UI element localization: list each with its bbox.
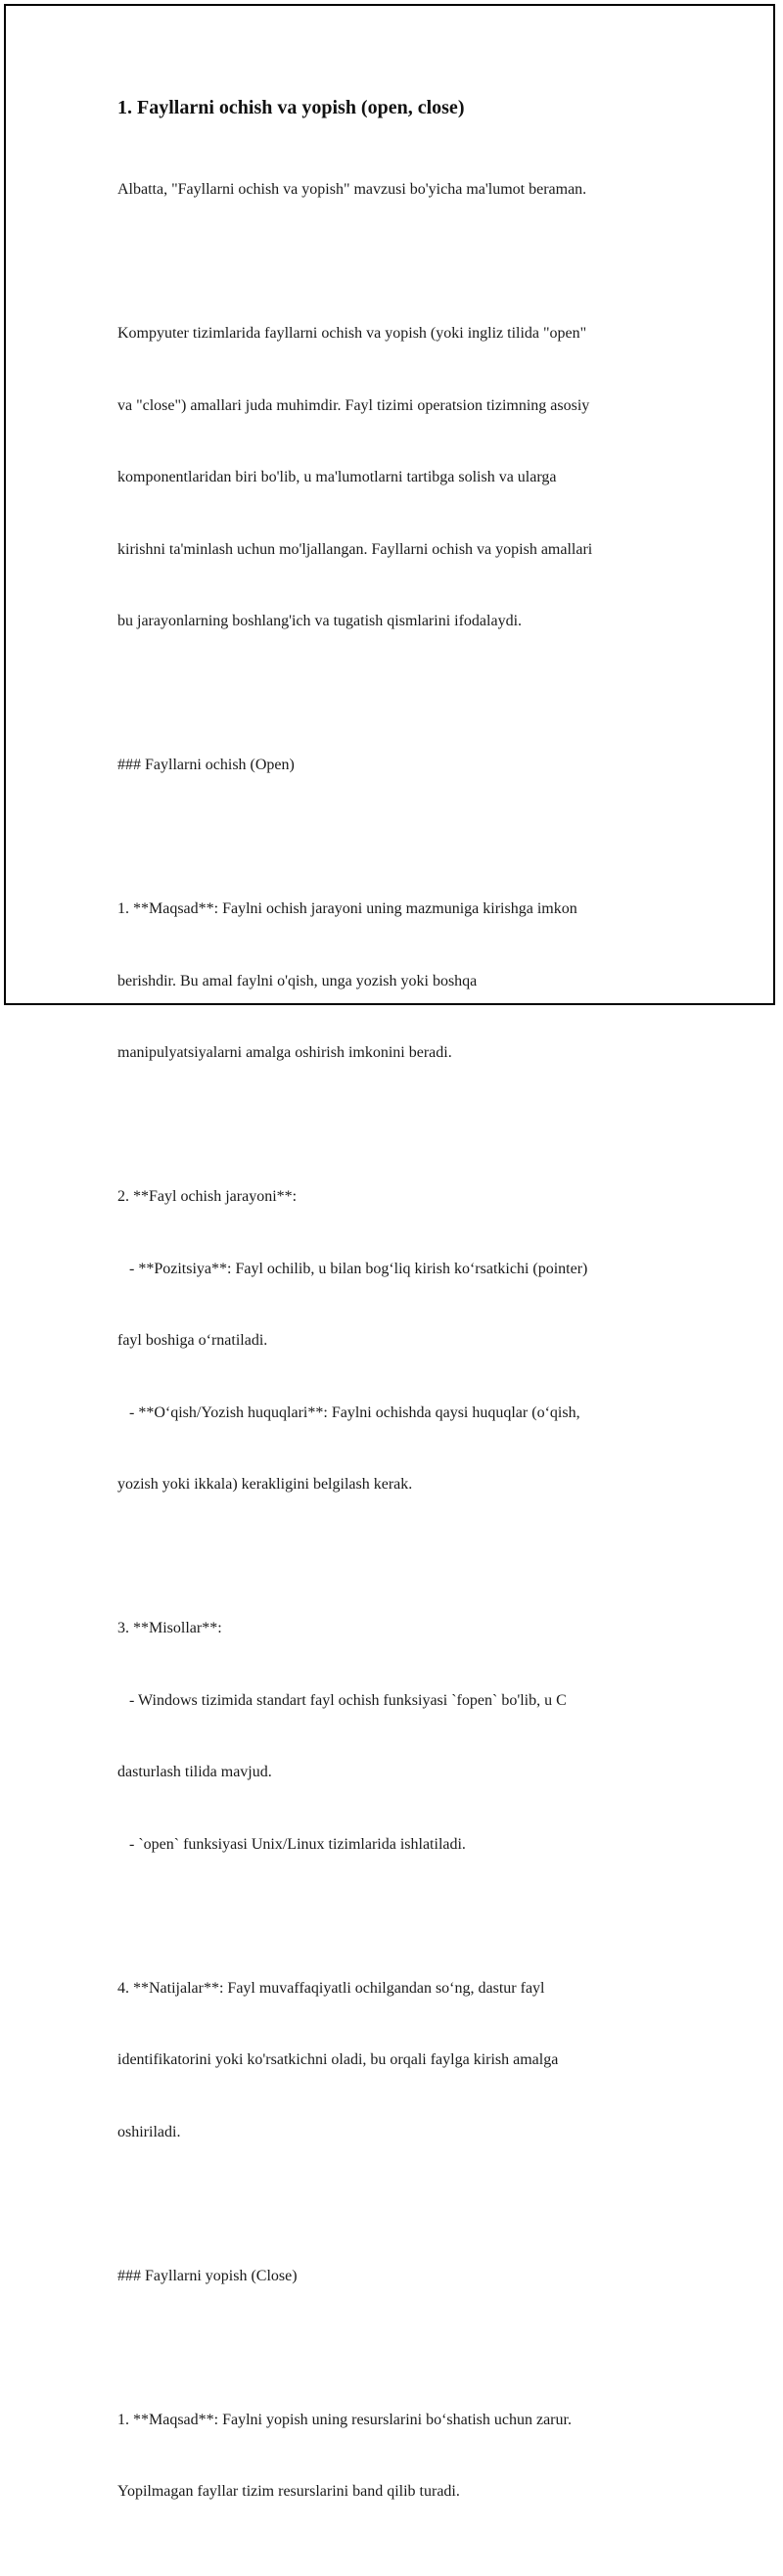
paragraph-line: Kompyuter tizimlarida fayllarni ochish va yopish (yoki ingliz tilida "open" xyxy=(117,325,587,342)
paragraph-line: berishdir. Bu amal faylni o'qish, unga yozish yoki boshqa xyxy=(117,972,478,989)
paragraph-intro xyxy=(117,130,685,251)
list-item-open-process xyxy=(117,1137,685,1545)
list-item-close-purpose xyxy=(117,2361,685,2553)
paragraph-line: bu jarayonlarning boshlang'ich va tugatish qismlarini ifodalaydi. xyxy=(117,613,523,629)
paragraph-line: dasturlash tilida mavjud. xyxy=(117,1764,272,1780)
paragraph-line: Yopilmagan fayllar tizim resurslarini band qilib turadi. xyxy=(117,2483,460,2500)
document-content xyxy=(117,94,685,2576)
list-item-open-purpose xyxy=(117,850,685,1114)
paragraph-line: - Windows tizimida standart fayl ochish funksiyasi `fopen` bo'lib, u C xyxy=(117,1691,567,1709)
paragraph-line: 4. **Natijalar**: Fayl muvaffaqiyatli ochilgandan so‘ng, dastur fayl xyxy=(117,1979,545,1997)
paragraph-line: 1. **Maqsad**: Faylni yopish uning resurslarini bo‘shatish uchun zarur. xyxy=(117,2411,572,2428)
paragraph-line: - `open` funksiyasi Unix/Linux tizimlarida ishlatiladi. xyxy=(117,1835,466,1853)
paragraph-line: komponentlaridan biri bo'lib, u ma'lumotlarni tartibga solish va ularga xyxy=(117,469,557,485)
section-heading-line: ### Fayllarni yopish (Close) xyxy=(117,2267,298,2284)
paragraph-line: 3. **Misollar**: xyxy=(117,1620,222,1636)
paragraph-line: fayl boshiga o‘rnatiladi. xyxy=(117,1332,268,1349)
page-title: 1. Fayllarni ochish va yopish (open, close) xyxy=(117,97,465,118)
paragraph-line: va "close") amallari juda muhimdir. Fayl tizimi operatsion tizimning asosiy xyxy=(117,396,590,414)
paragraph-line: 1. **Maqsad**: Faylni ochish jarayoni uning mazmuniga kirishga imkon xyxy=(117,900,577,917)
paragraph-line: Albatta, "Fayllarni ochish va yopish" mavzusi bo'yicha ma'lumot beraman. xyxy=(117,181,587,198)
list-item-open-results xyxy=(117,1929,685,2193)
paragraph-line: identifikatorini yoki ko'rsatkichni oladi, bu orqali faylga kirish amalga xyxy=(117,2051,559,2068)
section-heading-close xyxy=(117,2217,685,2337)
section-heading-open xyxy=(117,706,685,826)
document-page xyxy=(4,4,775,2500)
paragraph-overview xyxy=(117,274,685,682)
paragraph-line: yozish yoki ikkala) kerakligini belgilash kerak. xyxy=(117,1476,413,1493)
paragraph-line: oshiriladi. xyxy=(117,2123,181,2140)
paragraph-line: 2. **Fayl ochish jarayoni**: xyxy=(117,1188,298,1205)
paragraph-line: kirishni ta'minlash uchun mo'ljallangan. Fayllarni ochish va yopish amallari xyxy=(117,540,593,558)
list-item-open-examples xyxy=(117,1569,685,1905)
section-heading-line: ### Fayllarni ochish (Open) xyxy=(117,757,295,773)
paragraph-line: manipulyatsiyalarni amalga oshirish imkonini beradi. xyxy=(117,1044,452,1061)
paragraph-line: - **O‘qish/Yozish huquqlari**: Faylni ochishda qaysi huquqlar (o‘qish, xyxy=(117,1403,580,1421)
paragraph-line: - **Pozitsiya**: Fayl ochilib, u bilan bog‘liq kirish ko‘rsatkichi (pointer) xyxy=(117,1260,588,1277)
